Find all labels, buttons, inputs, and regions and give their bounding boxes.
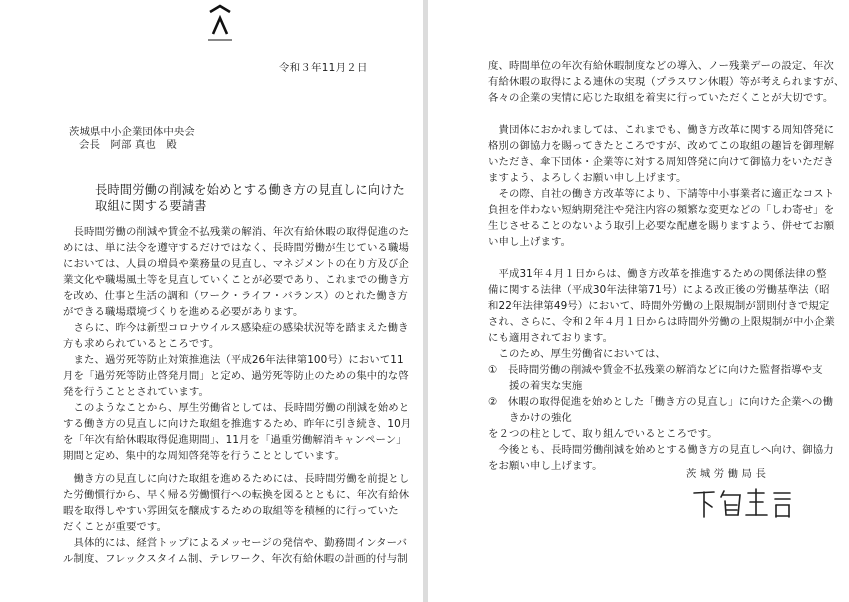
body-line: 長時間労働の削減や賃金不払残業の解消、年次有給休暇の取得促進のた xyxy=(63,226,410,238)
body-line: 期間と定め、集中的な周知啓発等を行うこととしています。 xyxy=(63,450,345,462)
body-line: 暇を取得しやすい雰囲気を醸成するための取組等を積極的に行っていた xyxy=(63,505,399,517)
body-line: 貴団体におかれましては、これまでも、働き方改革に関する周知啓発に xyxy=(488,124,835,136)
body-line: を「年次有給休暇取得促進期間」、11月を「過重労働解消キャンペーン」 xyxy=(63,434,407,446)
body-line: 月を「過労死等防止啓発月間」と定め、過労死等防止のための集中的な啓 xyxy=(63,370,409,382)
left-page xyxy=(0,0,423,602)
body-line: 度、時間単位の年次有給休暇制度などの導入、ノー残業デーの設定、年次 xyxy=(488,60,834,72)
body-line: され、さらに、令和２年４月１日からは時間外労働の上限規制が中小企業 xyxy=(488,316,835,328)
list-item: 援の着実な実施 xyxy=(488,380,583,392)
list-item: ① 長時間労働の削減や賃金不払残業の解消などに向けた監督指導や支 xyxy=(488,364,823,376)
addressee-organization: 茨城県中小企業団体中央会 xyxy=(69,126,195,138)
body-line: 業文化や職場風土等を見直していくことが必要であり、これまでの働き方 xyxy=(63,274,410,286)
body-line: このため、厚生労働省においては、 xyxy=(488,348,666,360)
document-date: 令和３年11月２日 xyxy=(279,62,368,74)
body-line: ル制度、フレックスタイム制、テレワーク、年次有給休暇の計画的付与制 xyxy=(63,553,408,565)
ministry-logo-icon xyxy=(205,4,235,44)
body-line: 今後とも、長時間労働削減を始めとする働き方の見直しへ向け、御協力 xyxy=(488,444,834,456)
body-line: を２つの柱として、取り組んでいるところです。 xyxy=(488,428,718,440)
body-line: 和22年法律第49号）において、時間外労働の上限規制が罰則付きで規定 xyxy=(488,300,830,312)
body-line: 生じさせることのないよう取引上必要な配慮を賜りますよう、併せてお願 xyxy=(488,220,835,232)
signer-office: 茨城労働局長 xyxy=(686,468,770,480)
body-line: ますよう、よろしくお願い申し上げます。 xyxy=(488,172,687,184)
document-title-line: 長時間労働の削減を始めとする働き方の見直しに向けた xyxy=(95,183,405,197)
body-line: 平成31年４月１日からは、働き方改革を推進するための関係法律の整 xyxy=(488,268,827,280)
list-item: ② 休暇の取得促進を始めとした「働き方の見直し」に向けた企業への働 xyxy=(488,396,834,408)
body-line: さらに、昨今は新型コロナウイルス感染症の感染状況等を踏まえた働き xyxy=(63,322,409,334)
body-line: 発を行うこととされています。 xyxy=(63,386,210,398)
body-line: をお願い申し上げます。 xyxy=(488,460,603,472)
body-line: このようなことから、厚生労働省としては、長時間労働の削減を始めと xyxy=(63,402,410,414)
body-line: 備に関する法律（平成30年法律第71号）による改正後の労働基準法（昭 xyxy=(488,284,830,296)
body-line: また、過労死等防止対策推進法（平成26年法律第100号）において11 xyxy=(63,354,404,366)
body-line: する働き方の見直しに向けた取組を推進するため、昨年に引き続き、10月 xyxy=(63,418,412,430)
body-line: 負担を伴わない短納期発注や発注内容の頻繁な変更などの「しわ寄せ」を xyxy=(488,204,835,216)
body-line: 方も求められているところです。 xyxy=(63,338,220,350)
body-line: た労働慣行から、早く帰る労働慣行への転換を図るとともに、年次有給休 xyxy=(63,489,410,501)
list-item: きかけの強化 xyxy=(488,412,572,424)
handwritten-signature-icon xyxy=(690,487,802,521)
body-line: めには、単に法令を遵守するだけではなく、長時間労働が生じている職場 xyxy=(63,242,409,254)
addressee-person: 会長 阿部 真也 殿 xyxy=(79,139,177,151)
body-line: においては、人員の増員や業務量の見直し、マネジメントの在り方及び企 xyxy=(63,258,409,270)
body-line: 具体的には、経営トップによるメッセージの発信や、勤務間インターバ xyxy=(63,537,408,549)
body-line: だくことが重要です。 xyxy=(63,521,168,533)
body-line: 格別の御協力を賜ってきたところですが、改めてこの取組の趣旨を御理解 xyxy=(488,140,835,152)
document-title-line: 取組に関する要請書 xyxy=(95,199,207,213)
body-line: い申し上げます。 xyxy=(488,236,572,248)
body-line: 各々の企業の実情に応じた取組を着実に行っていただくことが大切です。 xyxy=(488,92,834,104)
body-line: を改め、仕事と生活の調和（ワーク・ライフ・バランス）のとれた働き方 xyxy=(63,290,408,302)
body-line: にも適用されております。 xyxy=(488,332,614,344)
body-line: 有給休暇の取得による連休の実現（プラスワン休暇）等が考えられますが、 xyxy=(488,76,845,88)
body-line: その際、自社の働き方改革等により、下請等中小事業者に適正なコスト xyxy=(488,188,835,200)
body-line: いただき、傘下団体・企業等に対する周知啓発に向けて御協力をいただき xyxy=(488,156,834,168)
body-line: ができる職場環境づくりを進める必要があります。 xyxy=(63,306,304,318)
body-line: 働き方の見直しに向けた取組を進めるためには、長時間労働を前提とし xyxy=(63,473,410,485)
